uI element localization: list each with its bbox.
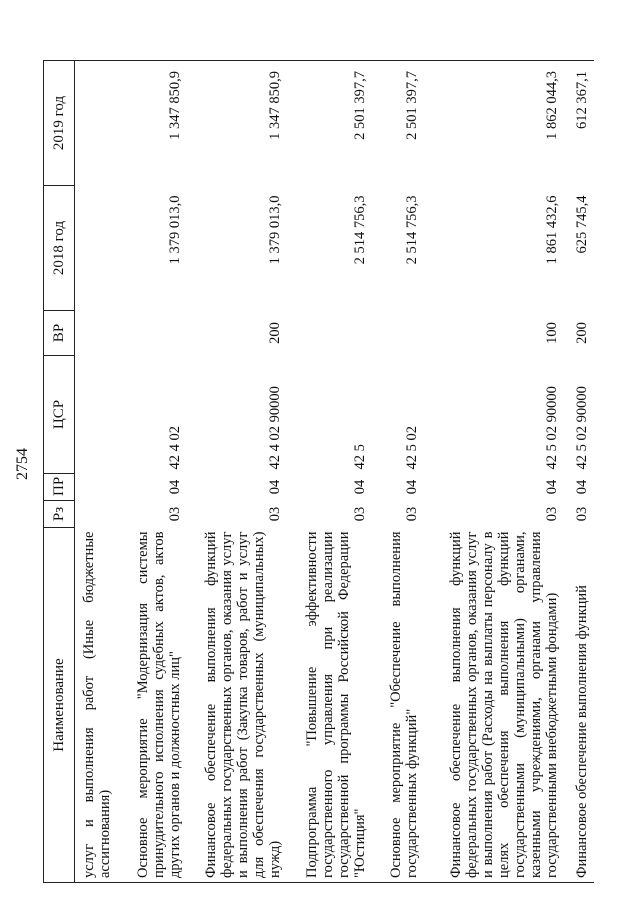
row-vr — [117, 311, 187, 356]
row-vr — [75, 311, 118, 356]
row-pr — [75, 474, 118, 501]
row-rz: 03 — [574, 506, 590, 522]
row-2018: 1 379 013,0 — [167, 195, 183, 265]
row-2019 — [75, 61, 118, 186]
row-csr: 42 5 — [352, 444, 368, 470]
table-row — [287, 61, 372, 883]
table-header-row — [44, 61, 75, 883]
budget-table-rotated — [43, 61, 590, 883]
table-row — [372, 61, 424, 883]
row-name: услуг и выполнения работ (Иные бюджетные ассигнования) — [75, 528, 118, 883]
header-rz: Рз — [44, 501, 75, 528]
row-name: Основное мероприятие "Обеспечение выполнения государственных функций" — [372, 528, 424, 883]
table-row — [424, 61, 564, 883]
header-2019: 2019 год — [44, 61, 75, 186]
row-csr: 42 4 02 90000 — [267, 386, 283, 470]
header-csr: ЦСР — [44, 356, 75, 474]
row-vr — [372, 311, 424, 356]
row-2018: 625 745,4 — [574, 195, 590, 254]
row-pr: 04 — [167, 479, 183, 495]
row-2019: 612 367,1 — [564, 61, 594, 186]
row-rz: 03 — [267, 506, 283, 522]
row-2018: 1 861 432,6 — [544, 195, 560, 265]
row-vr: 100 — [544, 322, 560, 344]
row-csr: 42 4 02 — [167, 426, 183, 470]
row-pr: 04 — [574, 479, 590, 495]
row-csr — [75, 356, 118, 474]
row-pr: 04 — [352, 479, 368, 495]
row-2019: 2 501 397,7 — [372, 61, 424, 186]
budget-table — [43, 60, 594, 883]
row-2018: 2 514 756,3 — [352, 195, 368, 265]
header-2018: 2018 год — [44, 186, 75, 311]
table-row — [564, 61, 594, 883]
row-name: Финансовое обеспечение выполнения функций — [564, 528, 594, 883]
row-rz: 03 — [167, 506, 183, 522]
row-pr: 04 — [544, 479, 560, 495]
row-2018 — [75, 186, 118, 311]
page-number: 2754 — [14, 448, 31, 480]
table-row — [187, 61, 287, 883]
table-row — [117, 61, 187, 883]
row-2018: 1 379 013,0 — [267, 195, 283, 265]
table-row — [75, 61, 118, 883]
row-csr: 42 5 02 — [404, 426, 420, 470]
row-2019: 1 347 850,9 — [117, 61, 187, 186]
row-pr: 04 — [404, 479, 420, 495]
row-name: Финансовое обеспечение выполнения функций федеральных государственных органов, оказания услуг и выполнения работ (Закупка товаров, работ и услуг для обеспечения государственных (муниципальных) нужд) — [187, 528, 287, 883]
row-2018: 2 514 756,3 — [404, 195, 420, 265]
row-csr: 42 5 02 90000 — [544, 386, 560, 470]
row-2019: 2 501 397,7 — [287, 61, 372, 186]
row-name: Финансовое обеспечение выполнения функций федеральных государственных органов, оказания услуг и выполнения работ (Расходы на выплаты персоналу в целях обеспечения выполнения функций государственными (муниципальными) органами, казенными учреждениями, органами управления государственными внебюджетными фондами) — [424, 528, 564, 883]
header-vr: ВР — [44, 311, 75, 356]
header-name: Наименование — [44, 528, 75, 883]
row-vr: 200 — [267, 322, 283, 344]
row-rz: 03 — [352, 506, 368, 522]
row-rz: 03 — [404, 506, 420, 522]
header-pr: ПР — [44, 474, 75, 501]
row-vr — [287, 311, 372, 356]
row-2019: 1 862 044,3 — [424, 61, 564, 186]
row-name: Основное мероприятие "Модернизация системы принудительного исполнения судебных актов, актов других органов и должностных лиц" — [117, 528, 187, 883]
row-rz: 03 — [544, 506, 560, 522]
row-pr: 04 — [267, 479, 283, 495]
row-2019: 1 347 850,9 — [187, 61, 287, 186]
row-name: Подпрограмма "Повышение эффективности государственного управления при реализации государственной программы Российской Федерации "Юстиция" — [287, 528, 372, 883]
row-csr: 42 5 02 90000 — [574, 386, 590, 470]
row-rz — [75, 501, 118, 528]
row-vr: 200 — [574, 322, 590, 344]
